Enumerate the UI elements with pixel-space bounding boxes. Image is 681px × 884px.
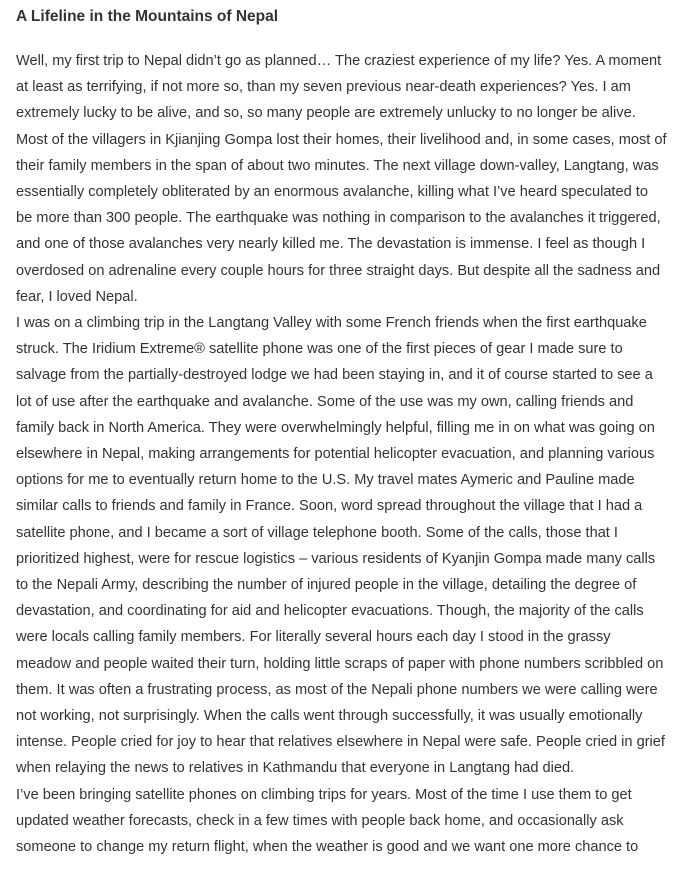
- article-paragraph-1: Well, my first trip to Nepal didn’t go as planned… The craziest experience of my life? Yes. A moment at least as terrifying, if not more so, than my seven previous near-death experiences? Yes. I am extremely lucky to be alive, and so, so many people are extremely unlucky to no longer be alive. Most of the villagers in Kjianjing Gompa lost their homes, their livelihood and, in some cases, most of their family members in the span of about two minutes. The next village down-valley, Langtang, was essentially completely obliterated by an enormous avalanche, killing what I’ve heard speculated to be more than 300 people. The earthquake was nothing in comparison to the avalanches it triggered, and one of those avalanches very nearly killed me. The devastation is immense. I feel as though I overdosed on adrenaline every couple hours for three straight days. But despite all the sadness and fear, I loved Nepal.: [16, 53, 667, 305]
- article-title: A Lifeline in the Mountains of Nepal: [16, 8, 279, 25]
- article-paragraph-3: I’ve been bringing satellite phones on climbing trips for years. Most of the time I use them to get updated weather forecasts, check in a few times with people back home, and occasionally ask someone to change my return flight, when the weather is good and we want one more chance to: [16, 786, 639, 856]
- article-paragraph-2: I was on a climbing trip in the Langtang Valley with some French friends when the first earthquake struck. The Iridium Extreme® satellite phone was one of the first pieces of gear I made sure to salvage from the partially-destroyed lodge we had been staying in, and it of course started to see a lot of use after the earthquake and avalanche. Some of the use was my own, calling friends and family back in North America. They were overwhelmingly helpful, filling me in on what was going on elsewhere in Nepal, making arrangements for potential helicopter evacuation, and planning various options for me to eventually return home to the U.S. My travel mates Aymeric and Pauline made similar calls to friends and family in France. Soon, word spread throughout the village that I had a satellite phone, and I became a sort of village telephone booth. Some of the calls, those that I prioritized highest, were for rescue logistics – various residents of Kyanjin Gompa made many calls to the Nepali Army, describing the number of injured people in the village, detailing the degree of devastation, and coordinating for aid and helicopter evacuations. Though, the majority of the calls were locals calling family members. For literally several hours each day I stood in the grassy meadow and people waited their turn, holding little scraps of paper with phone numbers scribbled on them. It was often a frustrating process, as most of the Nepali phone numbers we were calling were not working, not surprisingly. When the calls went through successfully, it was usually emotionally intense. People cried for joy to hear that relatives elsewhere in Nepal were safe. People cried in grief when relaying the news to relatives in Kathmandu that everyone in Langtang had died.: [16, 315, 665, 777]
